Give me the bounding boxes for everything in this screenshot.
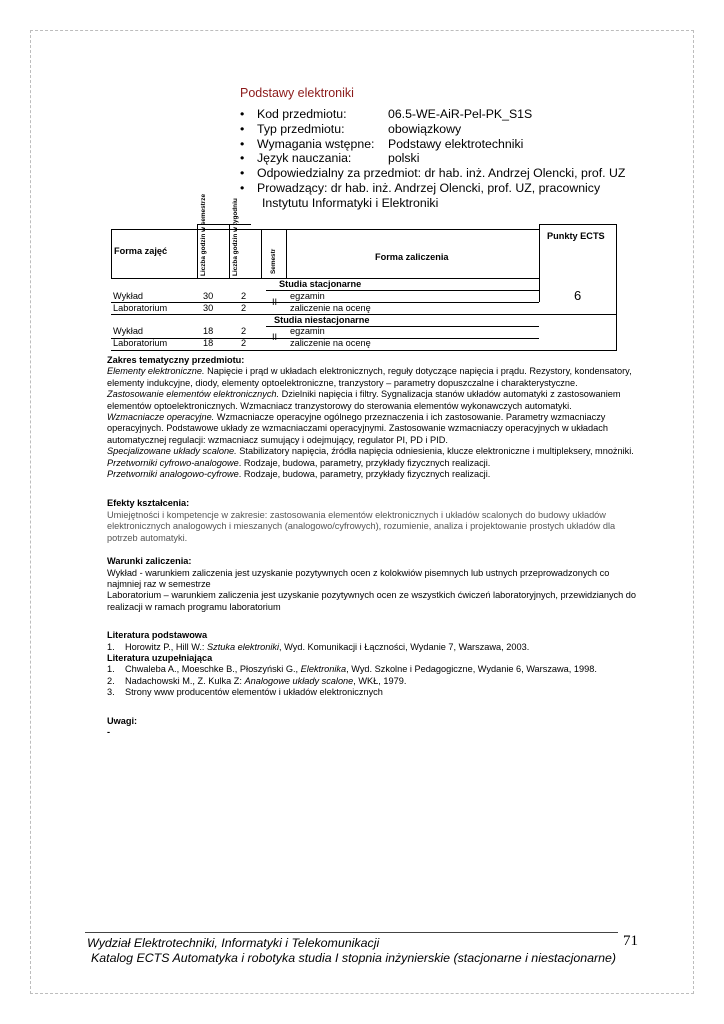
footer-catalog: Katalog ECTS Automatyka i robotyka studia I stopnia inżynierskie (stacjonarne i niestacjonarne) <box>91 951 617 965</box>
info-item: • Kod przedmiotu: 06.5-WE-AiR-Pel-PK_S1S <box>240 107 533 121</box>
footer-divider <box>85 932 618 933</box>
course-info-list <box>240 107 640 211</box>
literature-extra-heading: Literatura uzupełniająca <box>107 652 213 663</box>
row-week-hours: 2 <box>241 303 247 313</box>
row-sem-hours: 30 <box>203 291 214 301</box>
responsible-item: • Odpowiedzialny za przedmiot: dr hab. inż. Andrzej Olencki, prof. UZ <box>240 166 626 181</box>
nonstationary-section-label: Studia niestacjonarne <box>274 315 370 325</box>
row-form: Laboratorium <box>113 338 168 348</box>
ects-value: 6 <box>574 288 582 303</box>
literature-item: 1. Horowitz P., Hill W.: Sztuka elektroniki, Wyd. Komunikacji i Łączności, Wydanie 7, Warszawa, 2003. <box>107 641 530 652</box>
literature-item: 3. Strony www producentów elementów i układów elektronicznych <box>107 687 383 698</box>
scope-paragraph: Elementy elektroniczne. Napięcie i prąd w układach elektronicznych, reguły dotyczące napięcia i prądu. Rezystory, kondensatory, elementy indukcyjne, diody, elementy optoelektroniczne, tranzystory – parametry dopuszczalne i charakterystyczne. <box>107 366 632 388</box>
row-form: Wykład <box>113 291 144 301</box>
scope-paragraph: Przetworniki analogowo-cyfrowe. Rodzaje, budowa, parametry, przykłady fizycznych realizacji. <box>107 469 491 480</box>
literature-basic-heading: Literatura podstawowa <box>107 630 208 641</box>
conditions-lecture: Wykład - warunkiem zaliczenia jest uzyskanie pozytywnych ocen z kolokwiów pisemnych lub ustnych przeprowadzonych co najmniej raz w semestrze <box>107 567 610 589</box>
col-week-hours-header: Liczba godzin w tygodniu <box>232 198 239 276</box>
col-sem-hours-header: Liczba godzin w semestrze <box>200 193 207 276</box>
row-sem-hours: 18 <box>203 338 214 348</box>
info-item: • Typ przedmiotu: obowiązkowy <box>240 121 462 136</box>
info-item: • Wymagania wstępne: Podstawy elektrotechniki <box>240 136 524 151</box>
col-credit-header: Forma zaliczenia <box>375 252 449 262</box>
row-form: Laboratorium <box>113 303 168 313</box>
col-form-header: Forma zajęć <box>114 246 168 256</box>
col-ects-header: Punkty ECTS <box>547 231 605 241</box>
row-semester: II <box>272 332 278 342</box>
conditions-heading: Warunki zaliczenia: <box>107 556 192 567</box>
scope-paragraph: Wzmacniacze operacyjne. Wzmacniacze operacyjne ogólnego przeznaczenia i ich zastosowanie. Parametry wzmacniaczy operacyjnych. Podstawowe układy ze wzmacniaczami operacyjnymi. Zastosowanie wzmacniaczy operacyjnych w układach automatycznej regulacji: wzmacniacz sumujący i odejmujący, regulator PI, PD i PID. <box>107 412 608 445</box>
effects-heading: Efekty kształcenia: <box>107 498 190 509</box>
row-form: Wykład <box>113 326 144 336</box>
scope-paragraph: Zastosowanie elementów elektronicznych. Dzielniki napięcia i filtry. Sygnalizacja stanów układów automatyki z zastosowaniem elementów optoelektronicznych. Wzmacniacz tranzystorowy do sterowania elementów wykonawczych automatyki. <box>107 389 621 411</box>
page-number: 71 <box>623 933 638 949</box>
info-item: • Język nauczania: polski <box>240 151 420 166</box>
lecturers-item: • Prowadzący: dr hab. inż. Andrzej Olencki, prof. UZ, pracownicy <box>240 180 601 195</box>
literature-item: 2. Nadachowski M., Z. Kulka Z: Analogowe układy scalone, WKŁ, 1979. <box>107 675 407 686</box>
scope-heading: Zakres tematyczny przedmiotu: <box>107 355 245 365</box>
stationary-section-label: Studia stacjonarne <box>279 279 362 289</box>
row-week-hours: 2 <box>241 338 247 348</box>
effects-text: Umiejętności i kompetencje w zakresie: zastosowania elementów elektronicznych i układów scalonych do budowy układów elektronicznych analogowych i mieszanych (analogowo/cyfrowych), rozumienie, analiza i projektowanie prostych układów dla potrzeb automatyki. <box>107 509 616 543</box>
literature-item: 1. Chwaleba A., Moeschke B., Płoszyński G., Elektronika, Wyd. Szkolne i Pedagogiczne, Wydanie 6, Warszawa, 1998. <box>107 664 597 675</box>
course-description <box>107 355 637 738</box>
lecturers-item-continued: Instytutu Informatyki i Elektroniki <box>262 195 439 210</box>
row-sem-hours: 30 <box>203 303 214 313</box>
scope-paragraph: Specjalizowane układy scalone. Stabilizatory napięcia, źródła napięcia odniesienia, klucze elektroniczne i multipleksery, mnożniki. <box>107 446 634 457</box>
remarks-text: - <box>107 726 111 737</box>
row-week-hours: 2 <box>241 291 247 301</box>
scope-paragraph: Przetworniki cyfrowo-analogowe. Rodzaje, budowa, parametry, przykłady fizycznych realizacji. <box>107 457 491 468</box>
row-sem-hours: 18 <box>203 326 214 336</box>
remarks-heading: Uwagi: <box>107 715 138 726</box>
footer-faculty: Wydział Elektrotechniki, Informatyki i Telekomunikacji <box>87 936 380 950</box>
conditions-lab: Laboratorium – warunkiem zaliczenia jest uzyskanie pozytywnych ocen ze wszystkich ćwiczeń laboratoryjnych, przewidzianych do realizacji w ramach programu laboratorium <box>107 590 637 612</box>
row-week-hours: 2 <box>241 326 247 336</box>
row-credit: egzamin <box>290 291 325 301</box>
course-title: Podstawy elektroniki <box>240 86 354 100</box>
row-credit: zaliczenie na ocenę <box>290 303 371 313</box>
col-semester-header: Semestr <box>270 248 277 274</box>
row-credit: zaliczenie na ocenę <box>290 338 371 348</box>
row-semester: II <box>272 297 278 307</box>
row-credit: egzamin <box>290 326 325 336</box>
